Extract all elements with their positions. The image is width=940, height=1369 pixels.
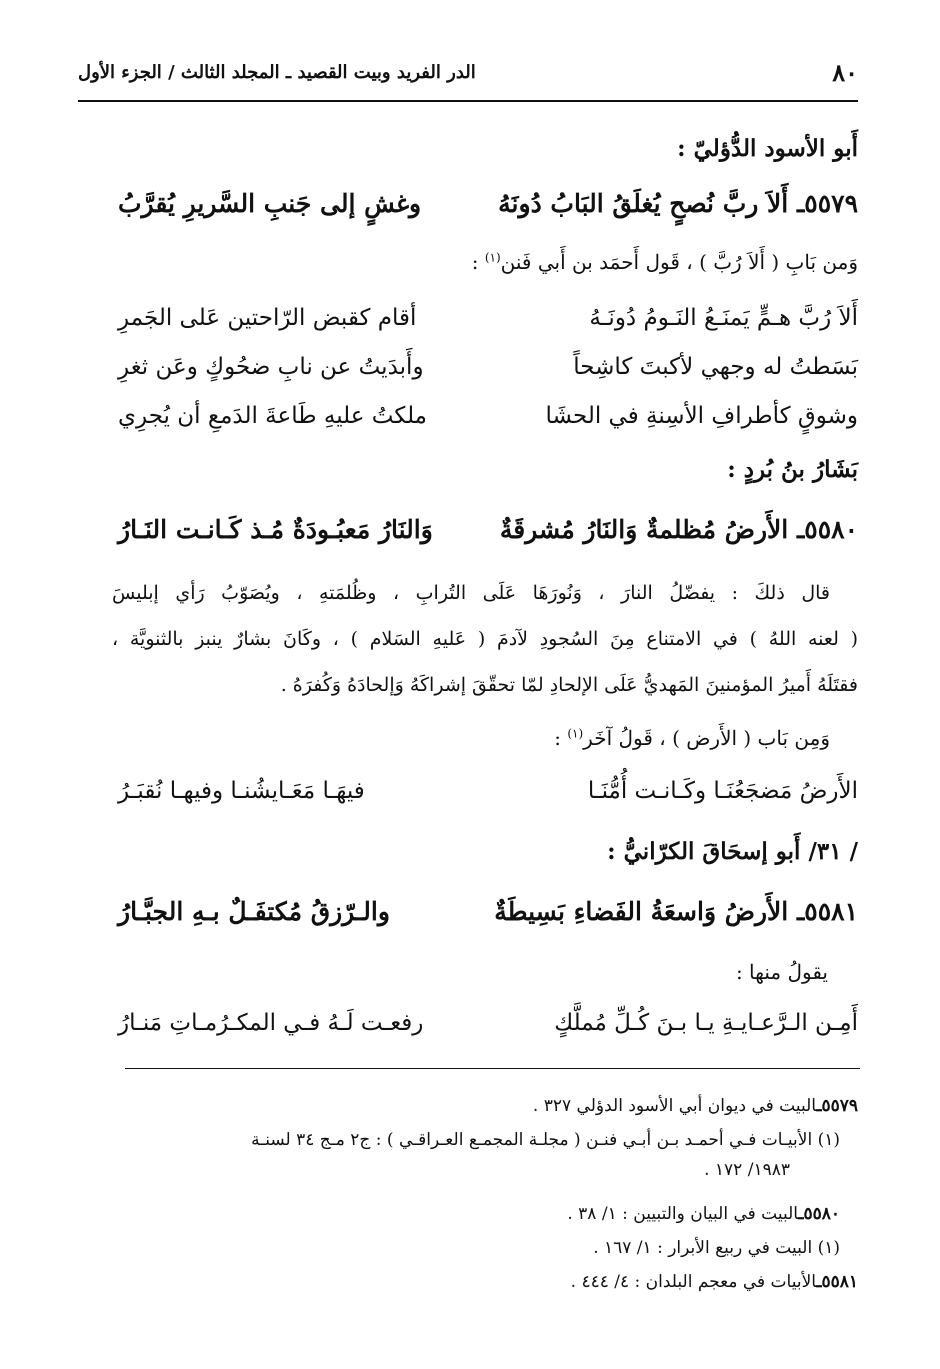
footnote-label: (١): [817, 1238, 840, 1258]
footnote-label: (١): [817, 1130, 840, 1150]
footnote-ref: (١): [484, 250, 501, 265]
poet-name-karrani: / ٣١/ أَبو إسحَاقَ الكرّانيُّ :: [607, 838, 858, 865]
footnote-text: الأبيـات فـي أحمـد بـن أبـي فنـن ( مجلـة المجمـع العـراقـي ) : ج٢ مـج ٣٤ لسنـة: [251, 1130, 813, 1150]
verse-second-hemistich: وغشٍ إلى جَنبِ السَّريرِ يُقرَّبُ: [118, 189, 422, 218]
verse-second-hemistich: والـرّزقُ مُكتفَـلٌ بـهِ الجبَّـارُ: [118, 897, 390, 926]
footnote-5581: [571, 1272, 858, 1292]
verse-number: ٥٥٨١ـ: [796, 897, 858, 926]
poet-name-abu-aswad: أَبو الأسود الدُّؤليّ :: [677, 135, 858, 162]
page-header: [78, 58, 858, 102]
footnote-label: ٥٥٧٩ـ: [816, 1096, 858, 1116]
verse-text: الأَرضُ مُظلمةٌ وَالنَارُ مُشرقَةٌ: [499, 515, 789, 544]
poem-line-3-b: ملكتُ عليهِ طَاعةَ الدَمعِ أن يُجرِي: [118, 403, 428, 429]
footnote-divider: [125, 1068, 860, 1069]
poet-name-bashar: بَشَارُ بنُ بُردٍ :: [727, 456, 858, 483]
footnote-text: الأبيات في معجم البلدان : ٤/ ٤٤٤ .: [570, 1272, 817, 1292]
intro-tail: :: [554, 726, 568, 750]
footnote-1a-cont: ١٩٨٣/ ١٧٢ .: [704, 1160, 790, 1180]
verse-first-hemistich: الأَرضُ مَضجَعُنَـا وكَـانـت أُمُّنَـا: [587, 778, 858, 804]
verse-first-hemistich: أَمِـن الـرَّعـايـةِ يـا بـنَ كُـلِّ مُملَّكٍ: [554, 1010, 858, 1036]
paragraph-line-2: ( لعنه اللهُ ) في الامتناع مِنَ السُجودِ لآدمَ ( عَليهِ السَلام ) ، وكَانَ بشارٌ ينبز بالثنويَّة ،: [112, 628, 858, 650]
intro-text: وَمِن بَاب ( الأَرض ) ، قَولُ آخَر: [583, 726, 830, 750]
verse-first-hemistich: [498, 189, 858, 218]
intro-text: وَمن بَابِ ( أَلاَ رُبَّ ) ، قَول أَحمَد بن أَبي فَنن: [500, 250, 858, 274]
intro-ahmad-ibn-abi-fanan: [472, 250, 858, 274]
paragraph-line-1: قال ذلكَ : يفضّلُ النارَ ، وَنُورَهَا عَلَى التُرابِ ، وظُلمَتهِ ، ويُصَوّبُ رَأي إبليسَ: [112, 582, 830, 604]
poem-line-3-a: وشوقٍ كأطرافِ الأسِنةِ في الحشَا: [545, 403, 858, 429]
footnote-text: البيت في ديوان أبي الأسود الدؤلي ٣٢٧ .: [532, 1096, 817, 1116]
verse-second-hemistich: رفعـت لَـهُ فـي المكـرُمـاتِ مَنـارُ: [118, 1010, 424, 1036]
intro-tail: :: [471, 250, 485, 274]
footnote-ref: (١): [567, 726, 584, 741]
intro-another: [554, 726, 830, 750]
intro-minha: يقولُ منها :: [735, 960, 828, 984]
footnote-label: ٥٥٨٠ـ: [798, 1204, 840, 1224]
poem-line-2-b: وأَبدَيتُ عن نابِ ضحُوكٍ وعَن ثغرِ: [118, 354, 424, 380]
footnote-5580: [567, 1204, 840, 1224]
poem-line-2-a: بَسَطتُ له وجهي لأكبتَ كاشِحاً: [573, 354, 858, 380]
verse-text: أَلاَ ربَّ نُصحٍ يُغلَقُ البَابُ دُونَهُ: [498, 189, 789, 218]
verse-first-hemistich: [494, 897, 858, 926]
running-title: الدر الفريد وبيت القصيد ـ المجلد الثالث / الجزء الأول: [78, 62, 476, 83]
footnote-text: البيت في ربيع الأبرار : ١/ ١٦٧ .: [593, 1238, 813, 1258]
footnote-label: ٥٥٨١ـ: [816, 1272, 858, 1292]
footnote-5579: [533, 1096, 858, 1116]
page-number: ٨٠: [832, 58, 858, 87]
verse-second-hemistich: فيهَـا مَعَـايشُنـا وفيهـا نُقبَـرُ: [118, 778, 365, 804]
verse-first-hemistich: [500, 515, 858, 544]
verse-number: ٥٥٧٩ـ: [796, 189, 858, 218]
poem-line-1-a: أَلاَ رُبَّ هـمٍّ يَمنَـعُ النَـومُ دُونَـهُ: [589, 305, 858, 331]
paragraph-line-3: فقتَلَهُ أَميرُ المؤمنينَ المَهديُّ عَلَى الإلحادِ لمّا تحقّقَ إشراكَهُ وَإلحادَهُ وَكُفرَهُ .: [280, 674, 858, 696]
verse-text: الأَرضُ وَاسعَةُ الفَضاءِ بَسِيطَةٌ: [494, 897, 789, 926]
verse-number: ٥٥٨٠ـ: [796, 515, 858, 544]
poem-line-1-b: أقام كقبض الرّاحتين عَلى الجَمرِ: [118, 305, 417, 331]
footnote-1a: [251, 1130, 840, 1150]
footnote-1b: [593, 1238, 840, 1258]
footnote-text: البيت في البيان والتبيين : ١/ ٣٨ .: [567, 1204, 799, 1224]
verse-second-hemistich: وَالنَارُ مَعبُـودَةٌ مُـذ كَـانـت النَـارُ: [118, 515, 433, 544]
